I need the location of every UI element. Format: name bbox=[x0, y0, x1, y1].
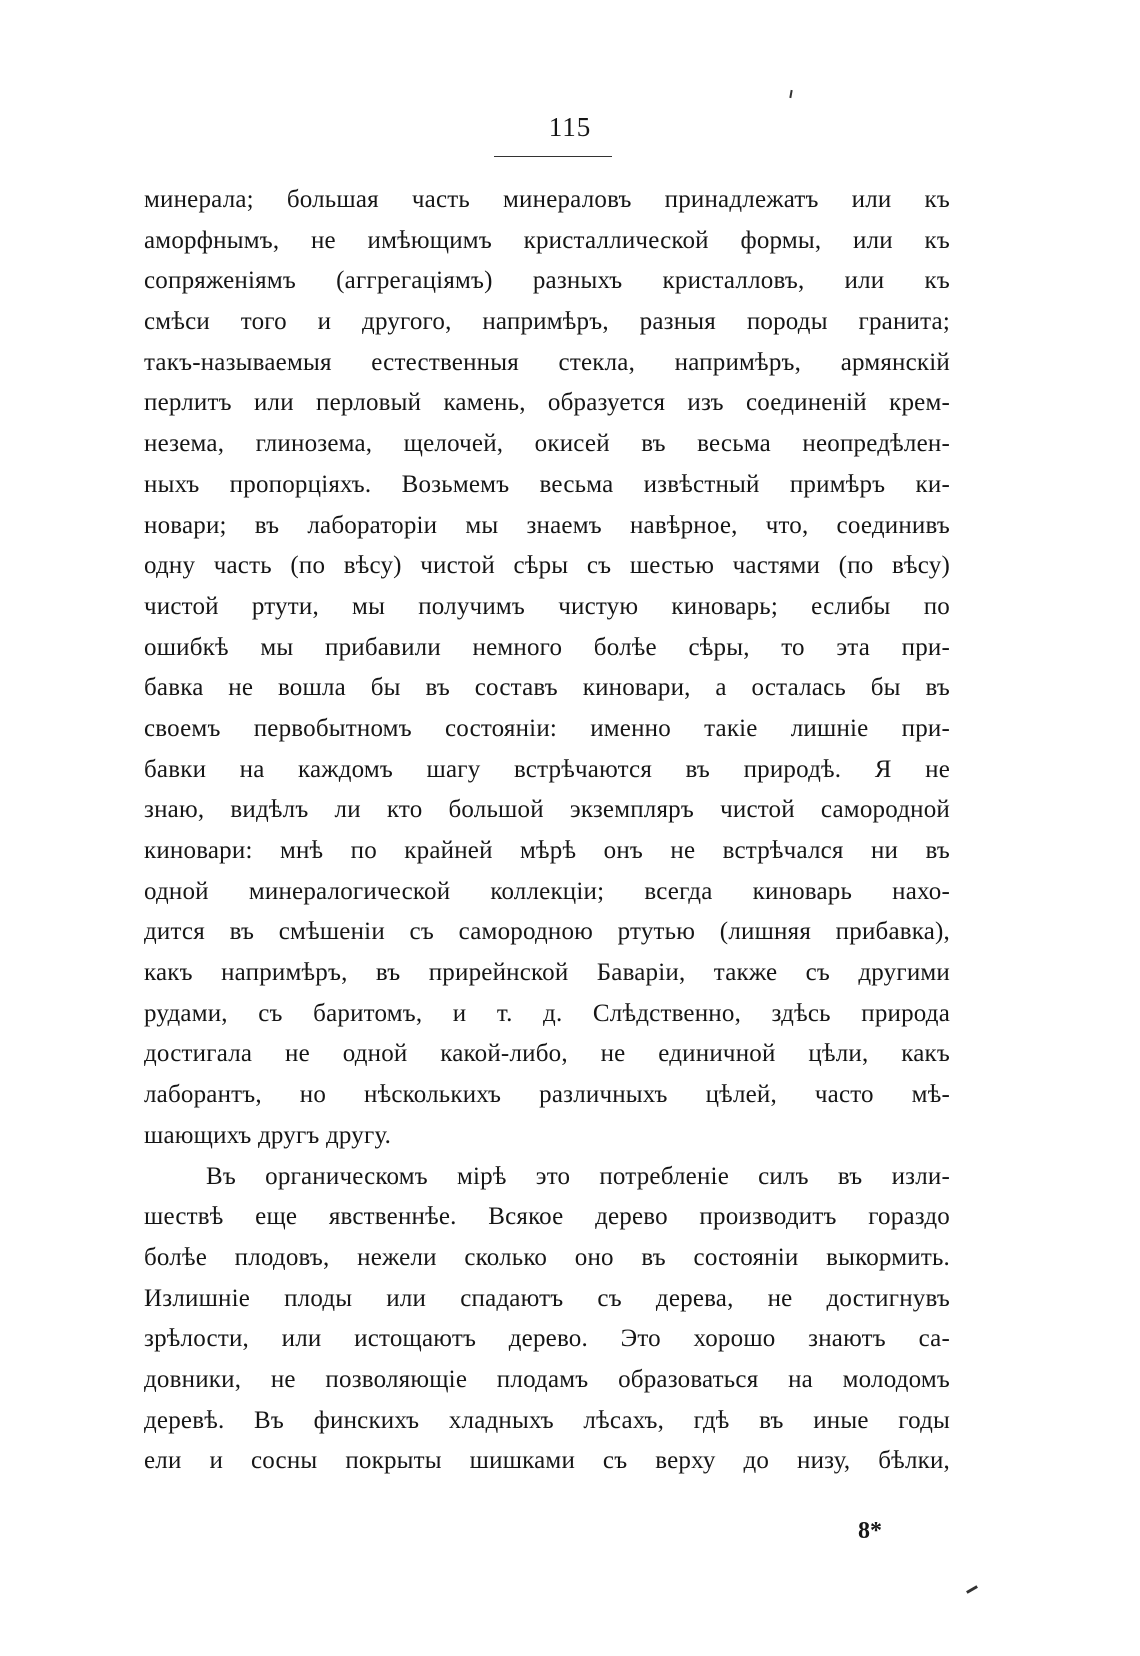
text-line: одной минералогической коллекціи; всегда киноварь нахо- bbox=[144, 877, 950, 905]
paragraph bbox=[144, 1157, 950, 1483]
text-line: деревѣ. Въ финскихъ хладныхъ лѣсахъ, гдѣ въ иные годы bbox=[144, 1406, 950, 1434]
text-line: шающихъ другъ другу. bbox=[144, 1121, 392, 1149]
text-line: достигала не одной какой-либо, не единичной цѣли, какъ bbox=[144, 1040, 950, 1068]
text-line: болѣе плодовъ, нежели сколько оно въ состояніи выкормить. bbox=[144, 1243, 950, 1271]
signature-mark: 8* bbox=[858, 1518, 882, 1544]
text-line: довники, не позволяющіе плодамъ образоваться на молодомъ bbox=[144, 1365, 950, 1393]
page-number-rule bbox=[494, 156, 612, 157]
text-line: какъ напримѣръ, въ прирейнской Баваріи, также съ другими bbox=[144, 959, 950, 987]
text-line: Излишніе плоды или спадаютъ съ дерева, не достигнувъ bbox=[144, 1284, 950, 1312]
paragraph bbox=[144, 180, 950, 1157]
body-text bbox=[144, 180, 950, 1482]
text-line: лаборантъ, но нѣсколькихъ различныхъ цѣлей, часто мѣ- bbox=[144, 1081, 950, 1109]
text-line: чистой ртути, мы получимъ чистую киноварь; еслибы по bbox=[144, 592, 950, 620]
text-line: бавка не вошла бы въ составъ киновари, а осталась бы въ bbox=[144, 674, 950, 702]
text-line: знаю, видѣлъ ли кто большой экземпляръ чистой самородной bbox=[144, 796, 950, 824]
text-line: своемъ первобытномъ состояніи: именно такіе лишніе при- bbox=[144, 714, 950, 742]
ink-speck bbox=[789, 90, 792, 98]
text-line: одну часть (по вѣсу) чистой сѣры съ шестью частями (по вѣсу) bbox=[144, 552, 950, 580]
text-line: Въ органическомъ мірѣ это потребленіе силъ въ изли- bbox=[206, 1162, 950, 1190]
text-line: такъ-называемыя естественныя стекла, напримѣръ, армянскій bbox=[144, 348, 950, 376]
text-line: рудами, съ баритомъ, и т. д. Слѣдственно, здѣсь природа bbox=[144, 999, 950, 1027]
text-line: бавки на каждомъ шагу встрѣчаются въ природѣ. Я не bbox=[144, 755, 950, 783]
text-line: перлитъ или перловый камень, образуется изъ соединеній крем- bbox=[144, 389, 950, 417]
text-line: сопряженіямъ (аггрегаціямъ) разныхъ кристалловъ, или къ bbox=[144, 267, 950, 295]
text-line: незема, глинозема, щелочей, окисей въ весьма неопредѣлен- bbox=[144, 430, 950, 458]
text-line: ныхъ пропорціяхъ. Возьмемъ весьма извѣстный примѣръ ки- bbox=[144, 470, 950, 498]
page-number: 115 bbox=[548, 112, 592, 142]
text-line: ошибкѣ мы прибавили немного болѣе сѣры, то эта при- bbox=[144, 633, 950, 661]
text-line: шествѣ еще явственнѣе. Всякое дерево производитъ гораздо bbox=[144, 1203, 950, 1231]
text-line: дится въ смѣшеніи съ самородною ртутью (лишняя прибавка), bbox=[144, 918, 950, 946]
text-line: зрѣлости, или истощаютъ дерево. Это хорошо знаютъ са- bbox=[144, 1325, 950, 1353]
text-line: ели и сосны покрыты шишками съ верху до низу, бѣлки, bbox=[144, 1447, 950, 1475]
ink-speck bbox=[966, 1585, 978, 1594]
text-line: киновари: мнѣ по крайней мѣрѣ онъ не встрѣчался ни въ bbox=[144, 837, 950, 864]
text-line: новари; въ лабораторіи мы знаемъ навѣрное, что, соединивъ bbox=[144, 511, 950, 539]
text-line: смѣси того и другого, напримѣръ, разныя породы гранита; bbox=[144, 308, 950, 336]
text-line: минерала; большая часть минераловъ принадлежатъ или къ bbox=[144, 186, 950, 213]
text-line: аморфнымъ, не имѣющимъ кристаллической формы, или къ bbox=[144, 226, 950, 254]
